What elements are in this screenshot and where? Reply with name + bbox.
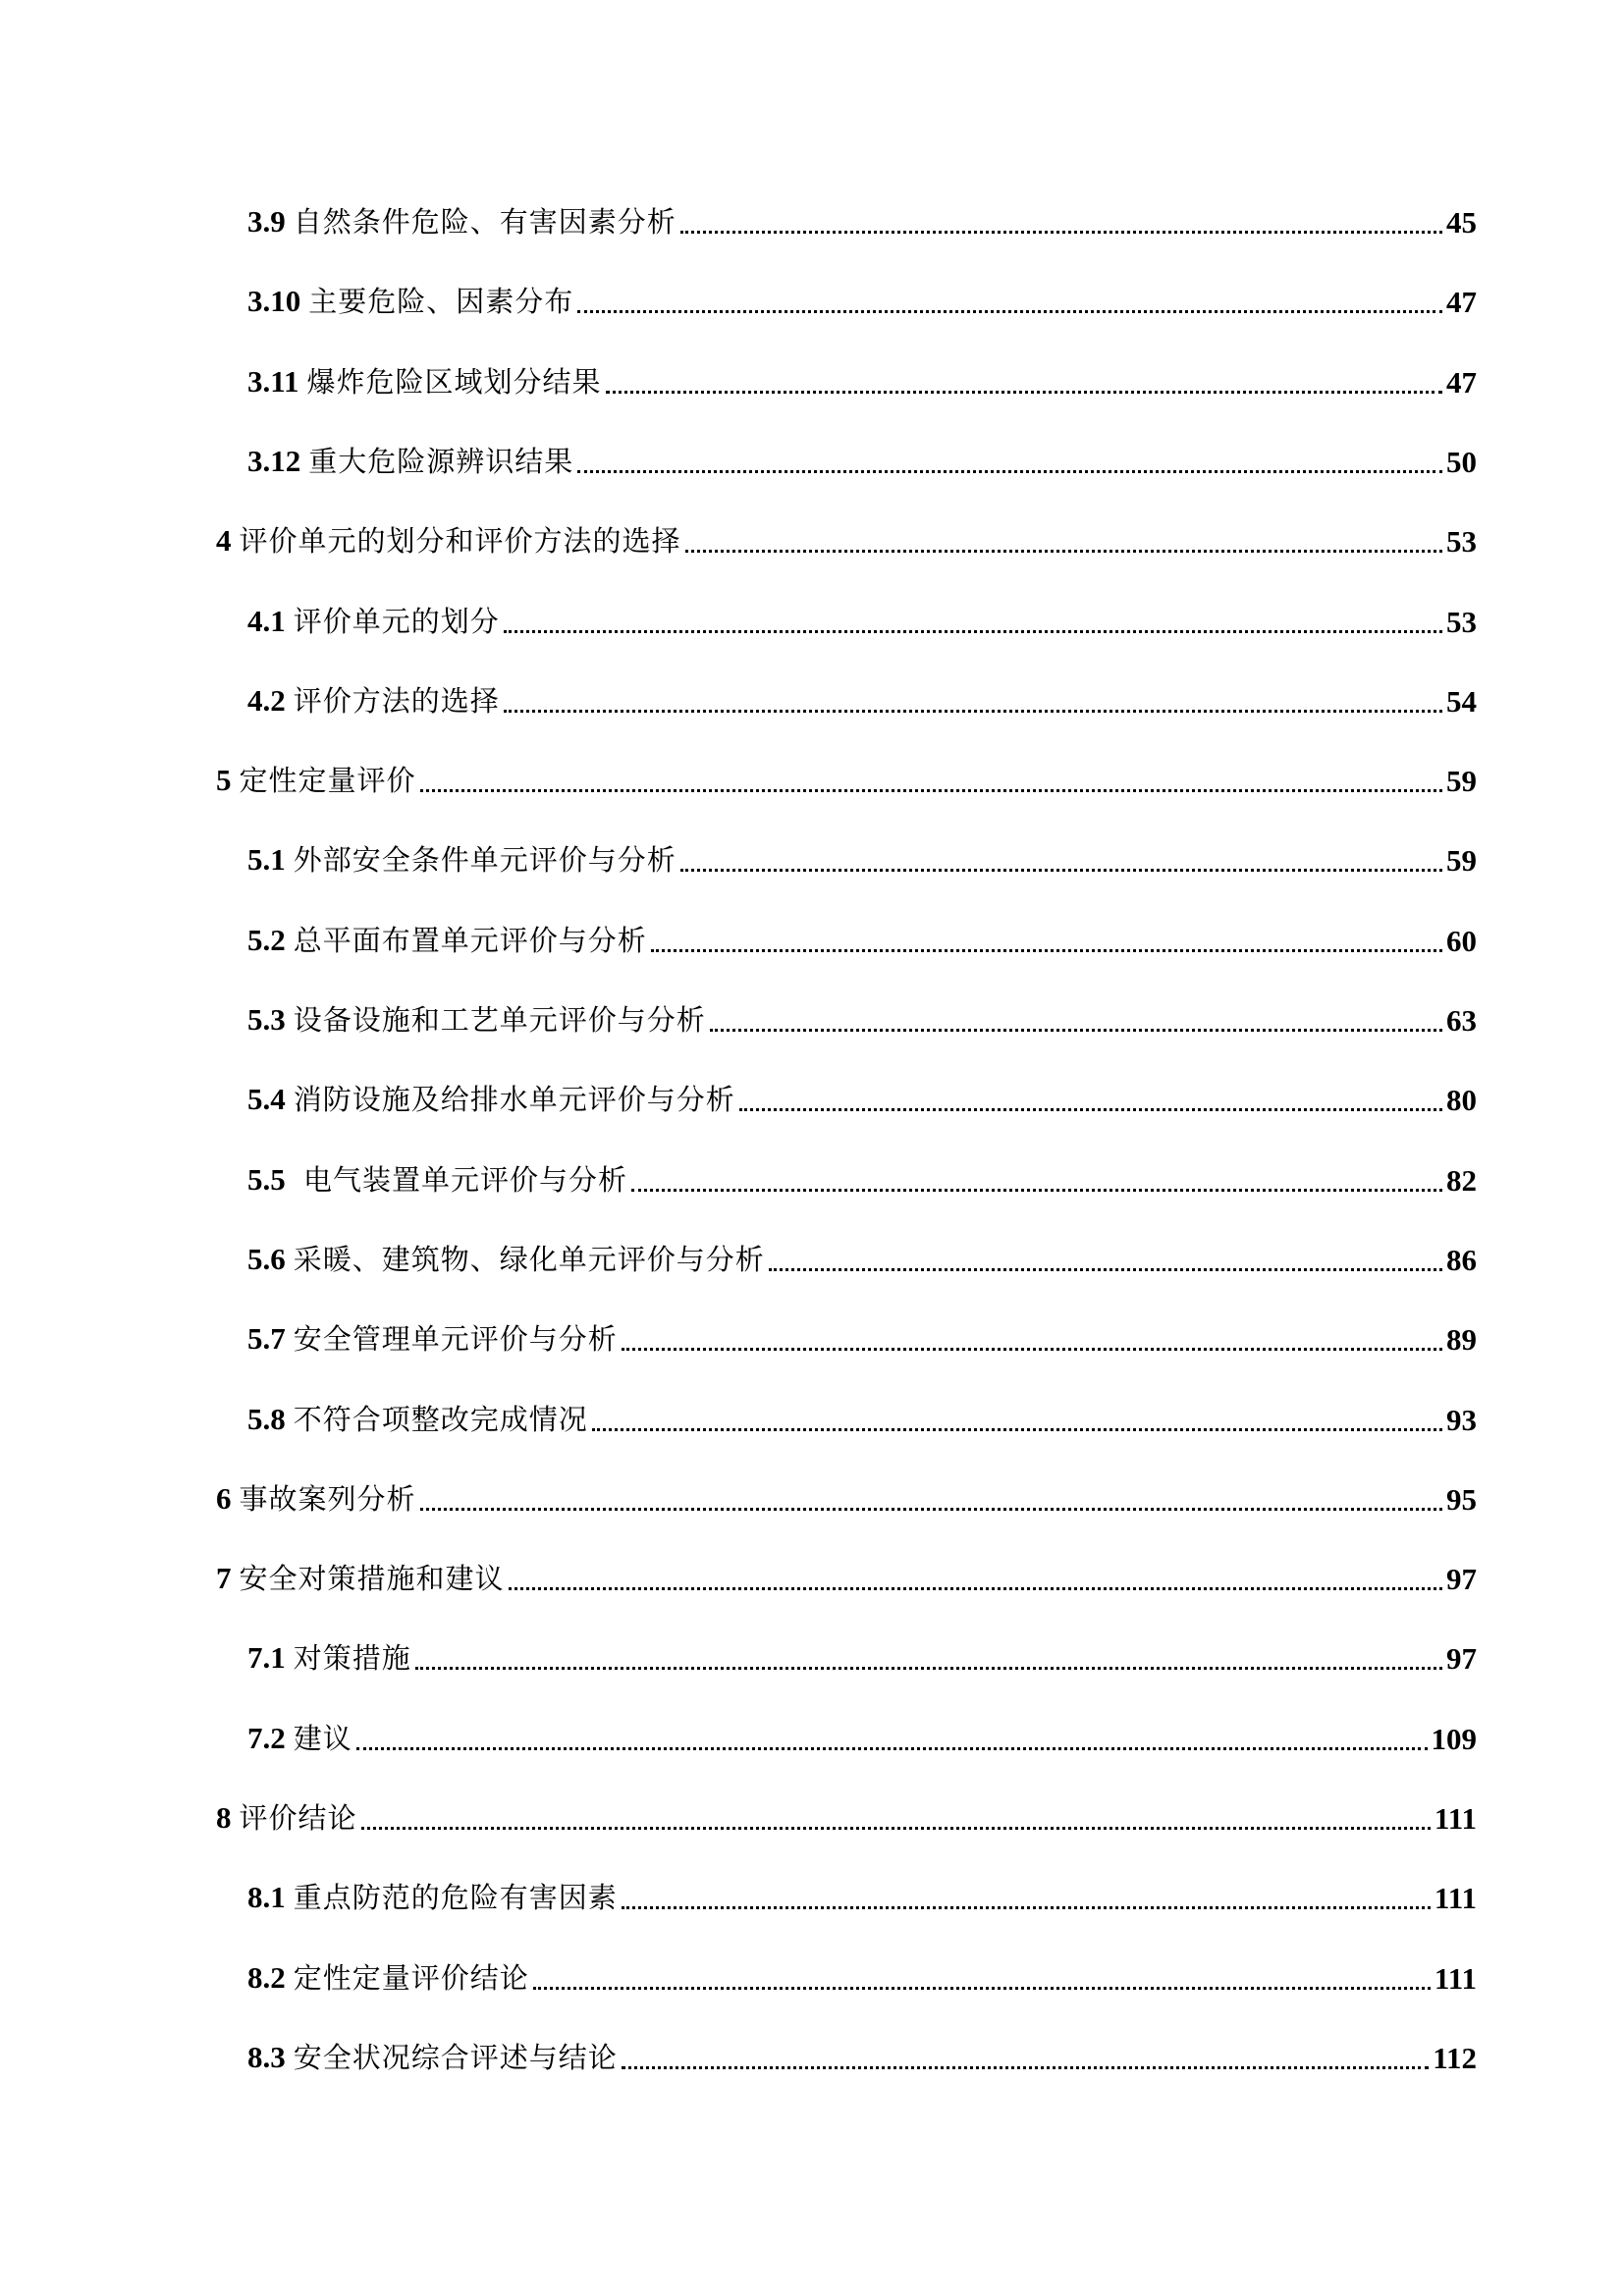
toc-entry-number: 5.2 bbox=[247, 923, 286, 957]
toc-dot-leader bbox=[739, 1108, 1442, 1111]
toc-entry-title bbox=[247, 1958, 529, 1999]
toc-page-number: 59 bbox=[1446, 843, 1477, 878]
toc-dot-leader bbox=[651, 949, 1442, 952]
toc-entry[interactable] bbox=[247, 918, 1477, 961]
toc-entry-number: 3.9 bbox=[247, 204, 286, 239]
toc-dot-leader bbox=[504, 630, 1442, 633]
toc-dot-leader bbox=[509, 1587, 1442, 1590]
toc-entry-label: 不符合项整改完成情况 bbox=[293, 1403, 588, 1436]
toc-entry-title bbox=[247, 681, 500, 721]
toc-entry-number: 5.3 bbox=[247, 1002, 286, 1037]
toc-entry[interactable] bbox=[247, 199, 1477, 242]
toc-dot-leader bbox=[631, 1189, 1442, 1192]
toc-entry-number: 7 bbox=[216, 1561, 232, 1595]
toc-dot-leader bbox=[680, 869, 1442, 872]
toc-dot-leader bbox=[504, 710, 1442, 713]
toc-entry-label: 定性定量评价结论 bbox=[293, 1961, 529, 1995]
toc-entry-number: 5.7 bbox=[247, 1321, 286, 1356]
toc-page-number: 60 bbox=[1446, 924, 1477, 958]
toc-dot-leader bbox=[622, 1906, 1431, 1909]
toc-entry-title bbox=[247, 1400, 588, 1440]
toc-entry-title bbox=[247, 442, 573, 482]
toc-dot-leader bbox=[592, 1428, 1442, 1431]
toc-entry-number: 8.3 bbox=[247, 2040, 286, 2074]
toc-page-number: 111 bbox=[1434, 1881, 1477, 1915]
toc-page-number: 97 bbox=[1446, 1641, 1477, 1676]
toc-entry-label: 建议 bbox=[293, 1722, 352, 1755]
toc-entry-number: 5.1 bbox=[247, 842, 286, 877]
toc-entry-title bbox=[247, 282, 573, 322]
toc-entry-title bbox=[247, 1160, 627, 1201]
toc-entry-label: 评价方法的选择 bbox=[293, 684, 500, 718]
toc-entry[interactable] bbox=[247, 1077, 1477, 1120]
toc-entry-number: 8.2 bbox=[247, 1960, 286, 1995]
toc-entry-label: 外部安全条件单元评价与分析 bbox=[293, 843, 677, 877]
toc-entry-title bbox=[216, 1559, 505, 1599]
toc-entry-number: 3.10 bbox=[247, 284, 301, 318]
toc-page-number: 93 bbox=[1446, 1403, 1477, 1437]
toc-entry-number: 5.4 bbox=[247, 1082, 286, 1116]
toc-entry-label: 安全对策措施和建议 bbox=[239, 1562, 505, 1595]
toc-entry-title bbox=[247, 1638, 411, 1679]
toc-entry-label: 评价单元的划分和评价方法的选择 bbox=[239, 524, 681, 558]
toc-entry-number: 3.11 bbox=[247, 364, 299, 399]
toc-entry-label: 安全管理单元评价与分析 bbox=[293, 1322, 618, 1356]
toc-entry-label: 爆炸危险区域划分结果 bbox=[306, 365, 602, 399]
toc-page-number: 109 bbox=[1431, 1722, 1477, 1756]
toc-entry-title bbox=[247, 1240, 765, 1280]
toc-entry-label: 采暖、建筑物、绿化单元评价与分析 bbox=[293, 1243, 765, 1276]
toc-entry[interactable] bbox=[247, 1635, 1477, 1679]
toc-entry-label: 消防设施及给排水单元评价与分析 bbox=[293, 1083, 735, 1116]
toc-dot-leader bbox=[361, 1827, 1431, 1830]
toc-entry-title bbox=[247, 921, 647, 961]
toc-entry-number: 4.2 bbox=[247, 683, 286, 718]
toc-entry-title bbox=[216, 521, 681, 561]
toc-entry[interactable] bbox=[216, 1476, 1477, 1520]
toc-entry-title bbox=[247, 362, 602, 402]
toc-dot-leader bbox=[356, 1747, 1428, 1750]
toc-entry-number: 4.1 bbox=[247, 604, 286, 638]
toc-entry[interactable] bbox=[247, 279, 1477, 322]
toc-entry[interactable] bbox=[216, 518, 1477, 561]
toc-entry-title bbox=[247, 202, 677, 242]
toc-dot-leader bbox=[415, 1667, 1442, 1670]
toc-entry-label: 评价单元的划分 bbox=[293, 605, 500, 638]
toc-entry-number: 5.8 bbox=[247, 1402, 286, 1436]
toc-page-number: 47 bbox=[1446, 285, 1477, 319]
toc-entry-title bbox=[216, 1798, 357, 1839]
toc-entry-title bbox=[216, 1479, 416, 1520]
toc-entry-number: 7.1 bbox=[247, 1640, 286, 1675]
toc-entry[interactable] bbox=[216, 1556, 1477, 1599]
toc-entry-number: 4 bbox=[216, 523, 232, 558]
toc-entry-number: 6 bbox=[216, 1481, 232, 1516]
toc-entry[interactable] bbox=[247, 1237, 1477, 1280]
toc-entry-number: 5.6 bbox=[247, 1242, 286, 1276]
toc-entry-title bbox=[247, 1719, 352, 1759]
toc-entry-label: 主要危险、因素分布 bbox=[308, 285, 574, 318]
toc-entry-number: 5.5 bbox=[247, 1162, 286, 1197]
toc-dot-leader bbox=[622, 2066, 1429, 2069]
toc-dot-leader bbox=[769, 1268, 1442, 1271]
toc-dot-leader bbox=[622, 1348, 1442, 1351]
toc-entry-title bbox=[247, 840, 677, 881]
toc-entry[interactable] bbox=[247, 2035, 1477, 2078]
toc-entry-label: 安全状况综合评述与结论 bbox=[293, 2041, 618, 2074]
toc-dot-leader bbox=[420, 1508, 1442, 1511]
toc-entry-title bbox=[216, 761, 416, 801]
toc-page-number: 97 bbox=[1446, 1562, 1477, 1596]
toc-page-number: 59 bbox=[1446, 764, 1477, 798]
toc-dot-leader bbox=[577, 470, 1442, 473]
toc-page-number: 86 bbox=[1446, 1243, 1477, 1277]
toc-page-number: 82 bbox=[1446, 1163, 1477, 1198]
toc-entry-title bbox=[247, 1080, 735, 1120]
toc-entry-number: 7.2 bbox=[247, 1721, 286, 1755]
toc-dot-leader bbox=[680, 231, 1442, 234]
toc-dot-leader bbox=[710, 1029, 1442, 1032]
toc-entry[interactable] bbox=[247, 1397, 1477, 1440]
toc-entry-number: 8.1 bbox=[247, 1880, 286, 1914]
toc-entry-label: 设备设施和工艺单元评价与分析 bbox=[293, 1003, 706, 1037]
toc-entry[interactable] bbox=[247, 599, 1477, 642]
toc-entry[interactable] bbox=[247, 1157, 1477, 1201]
toc-page-number: 53 bbox=[1446, 605, 1477, 639]
toc-entry-label: 电气装置单元评价与分析 bbox=[293, 1163, 627, 1197]
toc-page-number: 54 bbox=[1446, 684, 1477, 719]
toc-entry[interactable] bbox=[247, 439, 1477, 482]
toc-entry-label: 重点防范的危险有害因素 bbox=[293, 1881, 618, 1914]
toc-dot-leader bbox=[606, 391, 1442, 394]
toc-page-number: 63 bbox=[1446, 1003, 1477, 1038]
toc-entry-number: 5 bbox=[216, 763, 232, 797]
toc-page-number: 47 bbox=[1446, 365, 1477, 400]
toc-entry-label: 重大危险源辨识结果 bbox=[308, 445, 574, 478]
toc-dot-leader bbox=[420, 789, 1442, 792]
toc-page-number: 89 bbox=[1446, 1322, 1477, 1357]
toc-entry-title bbox=[247, 602, 500, 642]
toc-entry[interactable] bbox=[247, 678, 1477, 721]
toc-page-number: 95 bbox=[1446, 1482, 1477, 1517]
toc-entry[interactable] bbox=[247, 359, 1477, 402]
toc-entry[interactable] bbox=[247, 1716, 1477, 1759]
toc-page-number: 45 bbox=[1446, 205, 1477, 240]
toc-entry-title bbox=[247, 1000, 706, 1041]
toc-entry[interactable] bbox=[247, 1955, 1477, 1999]
toc-entry-label: 总平面布置单元评价与分析 bbox=[293, 924, 647, 957]
toc-page-number: 80 bbox=[1446, 1083, 1477, 1117]
toc-page-number: 112 bbox=[1433, 2041, 1477, 2075]
toc-page-number: 50 bbox=[1446, 445, 1477, 479]
toc-entry-label: 定性定量评价 bbox=[239, 764, 416, 797]
toc-dot-leader bbox=[577, 310, 1442, 313]
toc-entry-title bbox=[247, 1319, 618, 1360]
toc-entry[interactable] bbox=[216, 1795, 1477, 1839]
toc-entry-number: 8 bbox=[216, 1800, 232, 1835]
toc-entry[interactable] bbox=[216, 758, 1477, 801]
toc-page-number: 111 bbox=[1434, 1961, 1477, 1996]
toc-entry-label: 对策措施 bbox=[293, 1641, 411, 1675]
toc-page-number: 111 bbox=[1434, 1801, 1477, 1836]
toc-page-number: 53 bbox=[1446, 524, 1477, 559]
toc-entry-label: 事故案列分析 bbox=[239, 1482, 416, 1516]
toc-dot-leader bbox=[533, 1987, 1431, 1990]
toc-entry[interactable] bbox=[247, 997, 1477, 1041]
toc-entry[interactable] bbox=[247, 837, 1477, 881]
toc-entry-number: 3.12 bbox=[247, 444, 301, 478]
toc-entry[interactable] bbox=[247, 1316, 1477, 1360]
toc-entry[interactable] bbox=[247, 1875, 1477, 1918]
toc-entry-title bbox=[247, 1878, 618, 1918]
toc-entry-title bbox=[247, 2038, 618, 2078]
toc-entry-label: 自然条件危险、有害因素分析 bbox=[293, 205, 677, 239]
toc-entry-label: 评价结论 bbox=[239, 1801, 357, 1835]
toc-dot-leader bbox=[685, 550, 1442, 553]
